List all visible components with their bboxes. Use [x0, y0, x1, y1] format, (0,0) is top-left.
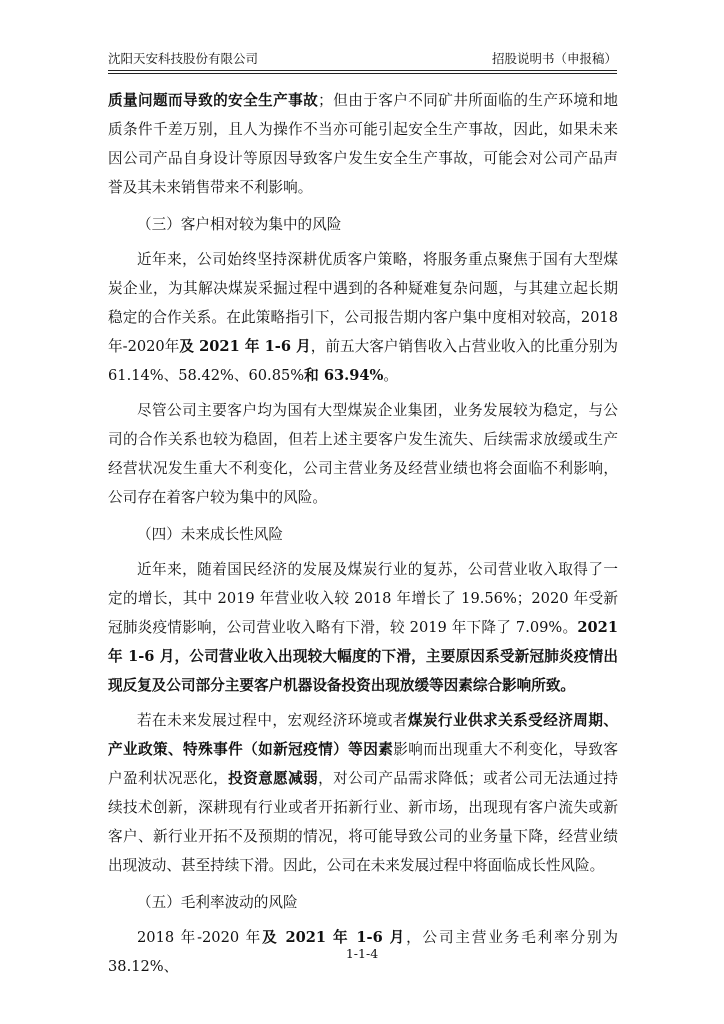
paragraph-growth-risk	[108, 706, 618, 880]
text-run: 近年来，公司始终坚持深耕优质客户策略，将服务重点聚焦于国有大型煤炭企业，为其解决煤炭采掘过程中遇到的各种疑难复杂问题，与其建立起长期稳定的合作关系。在此策略指引下，公司报告期内客户集中度相对较高，2018年-2020年	[108, 251, 618, 355]
document-type: 招股说明书（申报稿）	[491, 51, 617, 66]
page-body	[108, 86, 618, 981]
text-run: 若在未来发展过程中，宏观经济环境或者	[137, 712, 408, 729]
company-name: 沈阳天安科技股份有限公司	[108, 51, 259, 66]
bold-text: 及 2021 年 1-6 月	[262, 929, 407, 946]
text-run: 影响而出现重大不利变化，导致客户盈利状况恶化，	[108, 741, 618, 787]
paragraph-safety-risk	[108, 86, 618, 202]
bold-text: 及 2021 年 1-6 月	[179, 338, 311, 355]
text-run: ，前五大客户销售收入占营业收入的比重分别为61.14%、58.42%、60.85%	[108, 338, 618, 384]
bold-text: 和 63.94%	[304, 367, 384, 384]
header-rule-thin	[108, 73, 617, 74]
page-number: 1-1-4	[345, 946, 379, 961]
paragraph-customer-concentration	[108, 245, 618, 390]
bold-text: 质量问题而导致的安全生产事故	[108, 92, 319, 109]
text-run: 。	[383, 367, 398, 384]
section-heading-gross-margin: （五）毛利率波动的风险	[137, 894, 298, 911]
bold-text: 投资意愿减弱	[228, 770, 319, 787]
bold-text: 2021 年 1-6 月，公司营业收入出现较大幅度的下滑，主要原因系受新冠肺炎疫情出现反复及公司部分主要客户机器设备投资出现放缓等因素综合影响所致。	[108, 619, 618, 694]
text-run: ；但由于客户不同矿井所面临的生产环境和地质条件千差万别，且人为操作不当亦可能引起安全生产事故，因此，如果未来因公司产品自身设计等原因导致客户发生安全生产事故，可能会对公司产品声誉及其未来销售带来不利影响。	[108, 92, 618, 196]
text-run: 2018 年-2020 年	[137, 929, 263, 946]
bold-text: 煤炭行业供求关系受经济周期、产业政策、特殊事件（如新冠疫情）等因素	[108, 712, 618, 758]
text-run: ，公司主营业务毛利率分别为 38.12%、	[108, 929, 618, 975]
page-header	[108, 50, 617, 68]
text-run: 近年来，随着国民经济的发展及煤炭行业的复苏，公司营业收入取得了一定的增长，其中 2019 年营业收入较 2018 年增长了 19.56%；2020 年受新冠肺炎疫情影响，公司营业收入略有下滑，较 2019 年下降了 7.09%。	[108, 561, 618, 636]
paragraph-customer-risk: 尽管公司主要客户均为国有大型煤炭企业集团，业务发展较为稳定，与公司的合作关系也较为稳固，但若上述主要客户发生流失、后续需求放缓或生产经营状况发生重大不利变化，公司主营业务及经营业绩也将会面临不利影响，公司存在着客户较为集中的风险。	[108, 402, 618, 506]
text-run: ，对公司产品需求降低；或者公司无法通过持续技术创新，深耕现有行业或者开拓新行业、新市场，出现现有客户流失或新客户、新行业开拓不及预期的情况，将可能导致公司的业务量下降，经营业绩出现波动、甚至持续下滑。因此，公司在未来发展过程中将面临成长性风险。	[108, 770, 618, 874]
paragraph-growth-history	[108, 555, 618, 700]
section-heading-growth-risk: （四）未来成长性风险	[137, 526, 283, 543]
header-rule-thick	[108, 70, 617, 71]
section-heading-customer-concentration: （三）客户相对较为集中的风险	[137, 216, 342, 233]
